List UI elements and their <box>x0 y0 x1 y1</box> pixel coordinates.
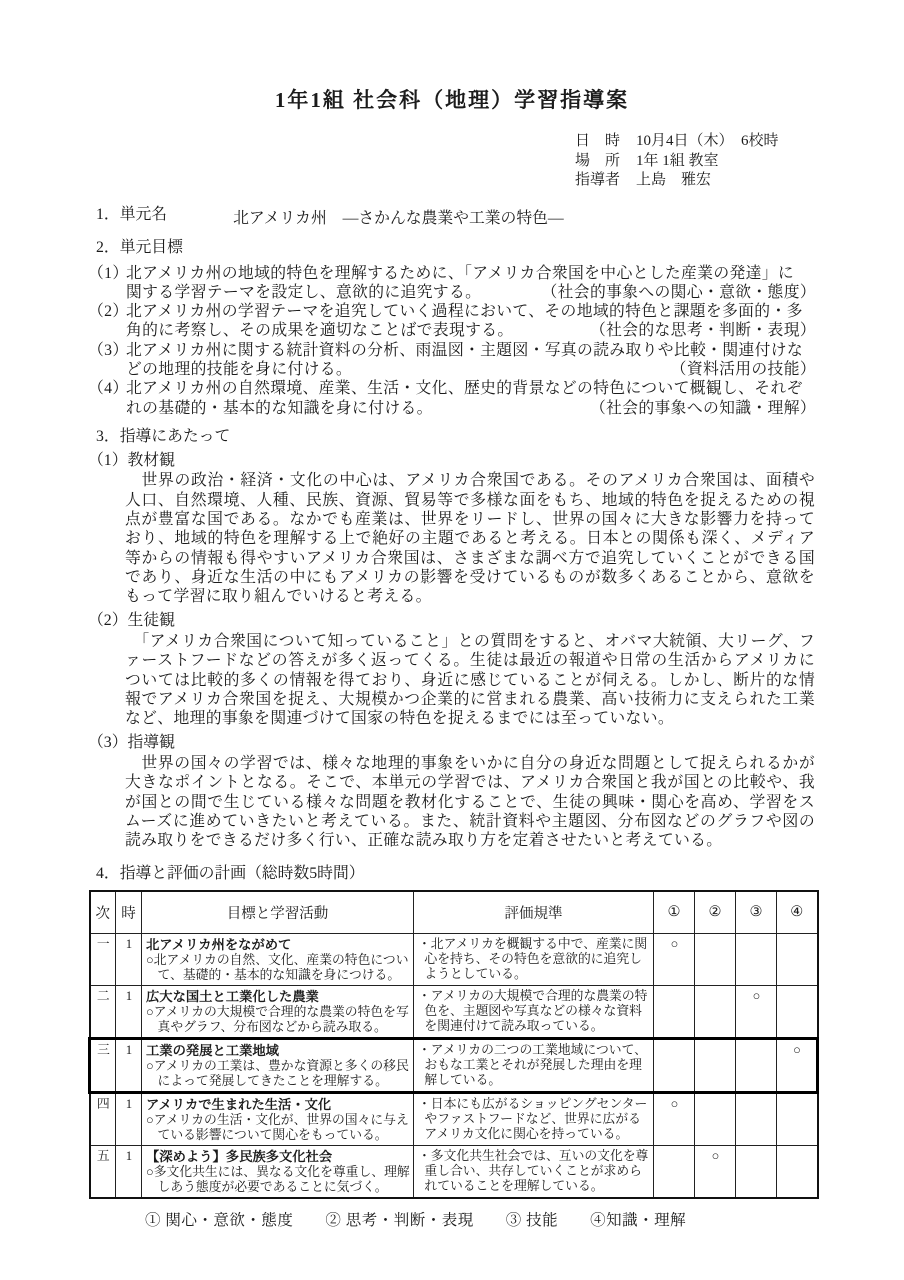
objective-text: 北アメリカ州の地域的特色を理解するために、「アメリカ合衆国を中心とした産業の発達」に <box>126 264 795 282</box>
criteria-cell <box>414 1145 654 1198</box>
evaluation-legend: ① 関心・意欲・態度 ② 思考・判断・表現 ③ 技能 ④知識・理解 <box>145 1211 687 1229</box>
goal-cell <box>142 933 414 985</box>
meta-row-teacher <box>575 171 816 191</box>
section-2-heading: 2．単元目標 <box>96 238 183 256</box>
objective-line-2 <box>126 283 816 302</box>
objective-number: （1） <box>88 264 129 282</box>
objective-item <box>88 341 816 380</box>
objective-item <box>88 302 816 341</box>
objective-body <box>126 379 816 418</box>
mark-cell-3 <box>736 1145 777 1198</box>
criteria-text: ・北アメリカを概観する中で、産業に関心を持ち、その特色を意欲的に追究しようとしている。 <box>418 936 648 981</box>
objective-body <box>126 264 816 303</box>
document-content <box>88 0 816 1230</box>
subsection-heading: （3）指導観 <box>88 734 175 752</box>
datetime-label: 日 時 <box>575 133 621 149</box>
unit-name: 北アメリカ州 ―さかんな農業や工業の特色― <box>233 209 564 227</box>
lesson-goal: ○北アメリカの自然、文化、産業の特色について、基礎的・基本的な知識を身につける。 <box>146 952 409 982</box>
mark-cell-3: ○ <box>736 985 777 1038</box>
table-row-highlighted <box>90 1038 818 1092</box>
objective-number: （4） <box>88 380 129 398</box>
mark-cell-3 <box>736 1092 777 1145</box>
hours-cell: 1 <box>116 985 142 1038</box>
section-unit-name <box>88 205 816 228</box>
objective-category-label: （社会的な思考・判断・表現） <box>589 322 816 340</box>
lesson-title: アメリカで生まれた生活・文化 <box>146 1096 332 1112</box>
lesson-title: 【深めよう】多民族多文化社会 <box>146 1148 333 1164</box>
unit-number-cell: 四 <box>90 1092 116 1145</box>
objective-body <box>126 302 816 341</box>
objective-text-continued: 角的に考察し、その成果を適切なことばで表現する。 <box>126 322 514 340</box>
meta-row-datetime <box>575 132 816 152</box>
objective-body <box>126 341 816 380</box>
unit-number-cell: 五 <box>90 1145 116 1198</box>
col-header-mark-3: ③ <box>736 891 777 933</box>
criteria-cell <box>414 1092 654 1145</box>
mark-cell-4 <box>777 985 818 1038</box>
lesson-title: 工業の発展と工業地域 <box>146 1042 279 1058</box>
col-header-hours: 時 <box>116 891 142 933</box>
subsection-students <box>88 611 816 728</box>
mark-cell-1: ○ <box>654 933 695 985</box>
lesson-title: 広大な国土と工業化した農業 <box>146 988 319 1004</box>
goal-cell <box>142 985 414 1038</box>
objective-number: （2） <box>88 303 129 321</box>
mark-cell-4 <box>777 933 818 985</box>
mark-cell-2 <box>695 1038 736 1092</box>
mark-cell-3 <box>736 1038 777 1092</box>
section-4-heading: 4．指導と評価の計画（総時数5時間） <box>96 865 365 883</box>
table-row <box>90 985 818 1038</box>
objective-text: 北アメリカ州に関する統計資料の分析、雨温図・主題図・写真の読み取りや比較・関連付けな <box>126 341 804 359</box>
hours-cell: 1 <box>116 1038 142 1092</box>
subsection-paragraph: 世界の国々の学習では、様々な地理的事象をいかに自分の身近な問題として捉えられるかが大きなポイントとなる。そこで、本単元の学習では、アメリカ合衆国と我が国との比較や、我が国との間で生じている様々な問題を教材化することで、生徒の興味・関心を高め、学習をスムーズに進めていきたいと考えている。また、統計資料や主題図、分布図などのグラフや図の読み取りをできるだけ多く行い、正確な読み取り方を定着させたいと考えている。 <box>125 754 815 850</box>
col-header-criteria: 評価規準 <box>414 891 654 933</box>
table-header-row <box>90 891 818 933</box>
objective-text: 北アメリカ州の自然環境、産業、生活・文化、歴史的背景などの特色について概観し、それぞ <box>126 380 803 398</box>
objective-category-label: （資料活用の技能） <box>670 360 816 378</box>
objective-line-2 <box>126 360 816 379</box>
mark-cell-4 <box>777 1145 818 1198</box>
subsection-heading: （1）教材観 <box>88 451 175 469</box>
col-header-mark-2: ② <box>695 891 736 933</box>
table-row <box>90 1092 818 1145</box>
place-value: 1年 1組 教室 <box>636 152 719 169</box>
mark-cell-2 <box>695 933 736 985</box>
mark-cell-1 <box>654 1145 695 1198</box>
goal-cell <box>142 1092 414 1145</box>
criteria-cell <box>414 985 654 1038</box>
objective-text: 北アメリカ州の学習テーマを追究していく過程において、その地域的特色と課題を多面的・多 <box>126 303 803 321</box>
mark-cell-1: ○ <box>654 1092 695 1145</box>
lesson-title: 北アメリカ州をながめて <box>146 936 292 952</box>
table-row <box>90 933 818 985</box>
objective-line-2 <box>126 321 816 340</box>
unit-number-cell: 一 <box>90 933 116 985</box>
mark-cell-3 <box>736 933 777 985</box>
place-label: 場 所 <box>575 152 621 169</box>
objective-text-continued: 関する学習テーマを設定し、意欲的に追究する。 <box>126 283 482 301</box>
unit-objectives <box>88 264 816 418</box>
meta-row-place <box>575 152 816 172</box>
objective-number: （3） <box>88 341 129 359</box>
subsection-heading: （2）生徒観 <box>88 612 175 630</box>
unit-number-cell: 三 <box>90 1038 116 1092</box>
section-1-heading: 1．単元名 <box>96 205 168 223</box>
unit-number-cell: 二 <box>90 985 116 1038</box>
hours-cell: 1 <box>116 1145 142 1198</box>
evaluation-plan-table <box>88 890 819 1199</box>
lesson-goal: ○アメリカの生活・文化が、世界の国々に与えている影響について関心をもっている。 <box>146 1112 409 1142</box>
mark-cell-2: ○ <box>695 1145 736 1198</box>
objective-text-continued: どの地理的技能を身に付ける。 <box>126 360 353 378</box>
subsection-guidance <box>88 733 816 850</box>
meta-block <box>88 132 816 191</box>
criteria-cell <box>414 1038 654 1092</box>
hours-cell: 1 <box>116 933 142 985</box>
mark-cell-4 <box>777 1092 818 1145</box>
goal-cell <box>142 1038 414 1092</box>
criteria-text: ・多文化共生社会では、互いの文化を尊重し合い、共存していくことが求められていることを理解している。 <box>418 1148 649 1193</box>
mark-cell-2 <box>695 1092 736 1145</box>
table-row <box>90 1145 818 1198</box>
lesson-goal: ○多文化共生には、異なる文化を尊重し、理解しあう態度が必要であることに気づく。 <box>146 1164 410 1194</box>
datetime-value: 10月4日（木） 6校時 <box>636 133 779 149</box>
mark-cell-1 <box>654 1038 695 1092</box>
lesson-goal: ○アメリカの大規模で合理的な農業の特色を写真やグラフ、分布図などから読み取る。 <box>146 1004 409 1034</box>
objective-line-2 <box>126 399 816 418</box>
section-3-heading: 3．指導にあたって <box>96 427 231 445</box>
lesson-goal: ○アメリカの工業は、豊かな資源と多くの移民によって発展してきたことを理解する。 <box>146 1058 409 1088</box>
objective-category-label: （社会的事象への関心・意欲・態度） <box>541 283 816 301</box>
page-title: 1年1組 社会科（地理）学習指導案 <box>274 88 630 112</box>
subsection-paragraph: 「アメリカ合衆国について知っていること」との質問をすると、オバマ大統領、大リーグ、ファーストフードなどの答えが多く返ってくる。生徒は最近の報道や日常の生活からアメリカについては比較的多くの情報を得ており、身近に感じていることが伺える。しかし、断片的な情報でアメリカ合衆国を捉え、大規模かつ企業的に営まれる農業、高い技術力に支えられた工業など、地理的事象を関連づけて国家の特色を捉えるまでには至っていない。 <box>125 632 815 728</box>
col-header-mark-4: ④ <box>777 891 818 933</box>
mark-cell-2 <box>695 985 736 1038</box>
objective-text-continued: れの基礎的・基本的な知識を身に付ける。 <box>126 399 433 417</box>
teacher-value: 上島 雅宏 <box>636 172 712 188</box>
mark-cell-1 <box>654 985 695 1038</box>
hours-cell: 1 <box>116 1092 142 1145</box>
objective-item <box>88 379 816 418</box>
subsection-paragraph: 世界の政治・経済・文化の中心は、アメリカ合衆国である。そのアメリカ合衆国は、面積や人口、自然環境、人種、民族、資源、貿易等で多様な面をもち、地域的特色を捉えるための視点が豊富な国である。なかでも産業は、世界をリードし、世界の国々に大きな影響力を持っており、地域的特色を理解する上で絶好の主題であると考える。日本との関係も深く、メディア等からの情報も得やすいアメリカ合衆国は、さまざまな調べ方で追究していくことができる国であり、身近な生活の中にもアメリカの影響を受けているものが数多くあることから、意欲をもって学習に取り組んでいけると考える。 <box>125 472 815 606</box>
criteria-text: ・日本にも広がるショッピングセンターやファストフードなど、世界に広がるアメリカ文化に関心を持っている。 <box>418 1096 648 1141</box>
objective-category-label: （社会的事象への知識・理解） <box>589 399 816 417</box>
criteria-text: ・アメリカの大規模で合理的な農業の特色を、主題図や写真などの様々な資料を関連付けて読み取っている。 <box>418 988 648 1033</box>
criteria-text: ・アメリカの二つの工業地域について、おもな工業とそれが発展した理由を理解している。 <box>418 1042 647 1087</box>
col-header-mark-1: ① <box>654 891 695 933</box>
col-header-goals: 目標と学習活動 <box>142 891 414 933</box>
criteria-cell <box>414 933 654 985</box>
objective-item <box>88 264 816 303</box>
goal-cell <box>142 1145 414 1198</box>
subsection-teaching-materials <box>88 451 816 607</box>
col-header-unit: 次 <box>90 891 116 933</box>
teacher-label: 指導者 <box>575 172 621 188</box>
mark-cell-4: ○ <box>777 1038 818 1092</box>
